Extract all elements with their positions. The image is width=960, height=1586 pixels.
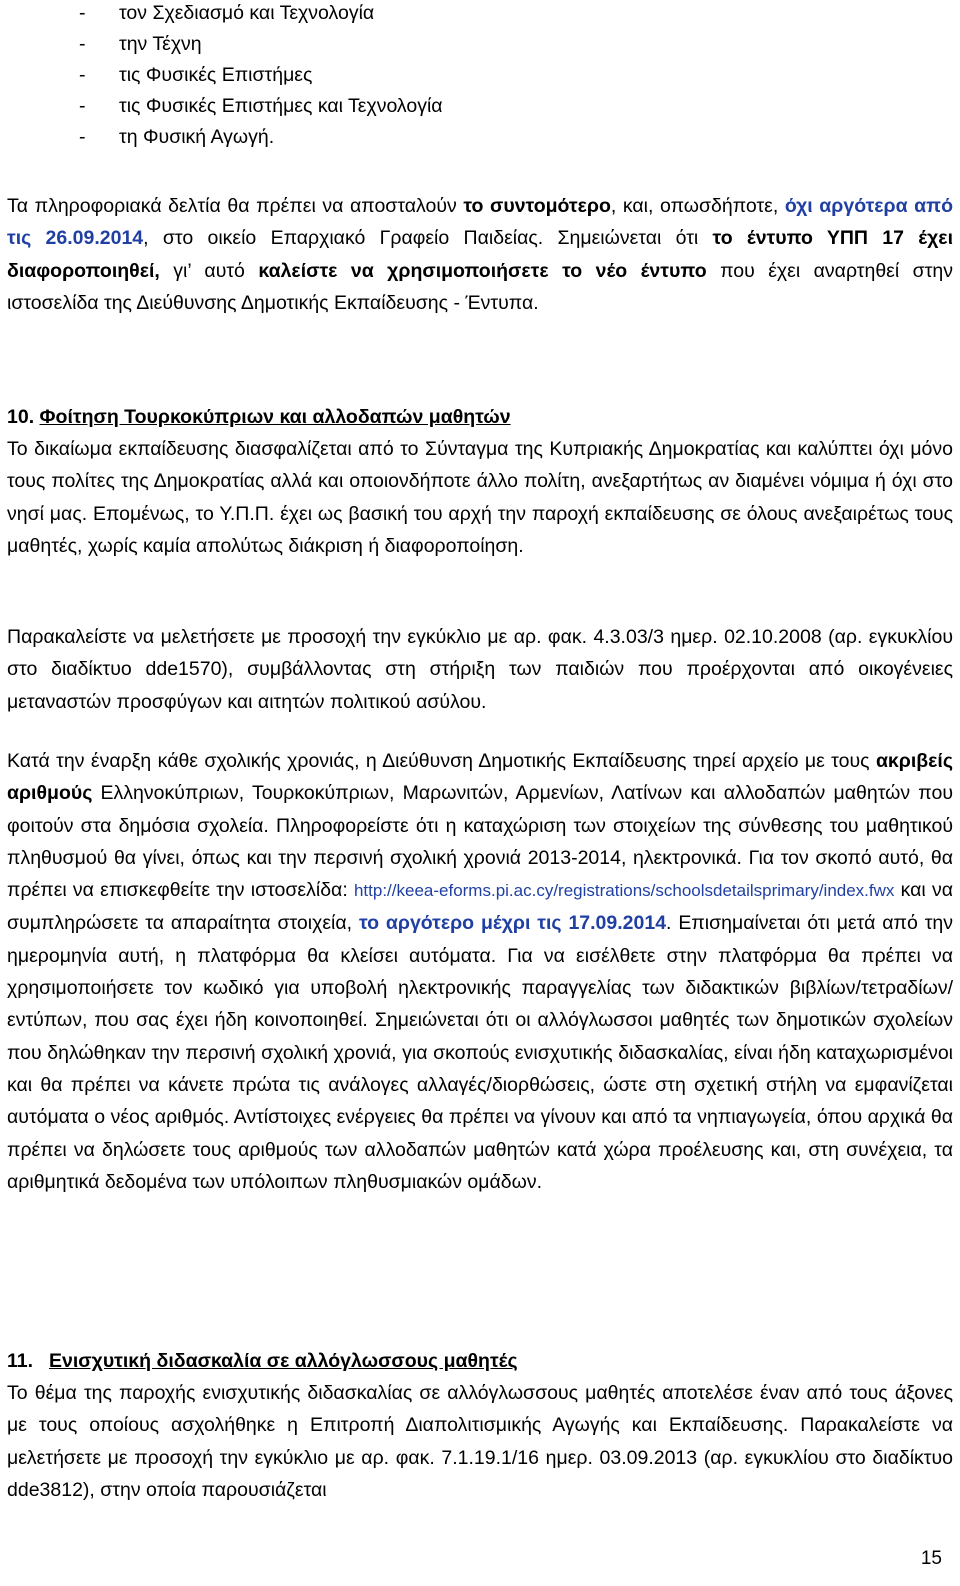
deadline-date: το αργότερο μέχρι τις 17.09.2014 — [358, 912, 667, 935]
list-dash: - — [79, 2, 86, 24]
section-title: Φοίτηση Τουρκοκύπριων και αλλοδαπών μαθητών — [39, 406, 511, 428]
registration-link[interactable]: http://keea-eforms.pi.ac.cy/registrations/schoolsdetailsprimary/index.fwx — [353, 881, 895, 901]
list-item: - τις Φυσικές Επιστήμες — [79, 62, 443, 93]
section-10-paragraph-3: Κατά την έναρξη κάθε σχολικής χρονιάς, η Διεύθυνση Δημοτικής Εκπαίδευσης τηρεί αρχείο με τους ακριβείς αριθμούς Ελληνοκύπριων, Τουρκοκύπριων, Μαρωνιτών, Αρμενίων, Λατίνων και αλλοδαπών μαθητών που φοιτούν στα δημόσια σχολεία. Πληροφορείστε ότι η καταχώριση των στοιχείων της σύνθεσης του μαθητικού πληθυσμού θα γίνει, όπως και την περσινή σχολική χρονιά 2013-2014, ηλεκτρονικά. Για τον σκοπό αυτό, θα πρέπει να επισκεφθείτε την ιστοσελίδα: http://keea-eforms.pi.ac.cy/registrations/schoolsdetailsprimary/index.fwx και να συμπληρώσετε τα απαραίτητα στοιχεία, το αργότερο μέχρι τις 17.09.2014. Επισημαίνεται ότι μετά από την ημερομηνία αυτή, η πλατφόρμα θα κλείσει αυτόματα. Για να εισέλθετε στην πλατφόρμα θα πρέπει να χρησιμοποιήσετε τον κωδικό για υποβολή ηλεκτρονικής παραγγελίας των διδακτικών βιβλίων/τετραδίων/εντύπων, που σας έχει ήδη κοινοποιηθεί. Σημειώνεται ότι οι αλλόγλωσσοι μαθητές των δημοτικών σχολείων που δηλώθηκαν την περσινή σχολική χρονιά, για σκοπούς ενισχυτικής διδασκαλίας, είναι ήδη καταχωρισμένοι και θα πρέπει να κάνετε πρώτα τις ανάλογες αλλαγές/διορθώσεις, ώστε στη σχετική στήλη να εμφανίζεται αυτόματα ο νέος αριθμός. Αντίστοιχες ενέργειες θα πρέπει να γίνουν και από τα νηπιαγωγεία, όπου αρχικά θα πρέπει να δηλώσετε τους αριθμούς των αλλοδαπών μαθητών κατά χώρα προέλευσης και, στη συνέχεια, τα αριθμητικά δεδομένα των υπόλοιπων πληθυσμιακών ομάδων. — [7, 750, 953, 1193]
page-number: 15 — [920, 1548, 942, 1569]
section-title: Ενισχυτική διδασκαλία σε αλλόγλωσσους μαθητές — [49, 1350, 518, 1372]
section-number: 10. — [7, 406, 35, 428]
section-number: 11. — [7, 1350, 34, 1372]
list-item: - τον Σχεδιασμό και Τεχνολογία — [79, 0, 443, 31]
list-dash: - — [79, 64, 86, 86]
list-item: - τις Φυσικές Επιστήμες και Τεχνολογία — [79, 93, 443, 124]
section-11-paragraph-1: Το θέμα της παροχής ενισχυτικής διδασκαλίας σε αλλόγλωσσους μαθητές αποτελέσε έναν από τους άξονες με τους οποίους ασχολήθηκε η Επιτροπή Διαπολιτισμικής Αγωγής και Εκπαίδευσης. Παρακαλείστε να μελετήσετε με προσοχή την εγκύκλιο με αρ. φακ. 7.1.19.1/16 ημερ. 03.09.2013 (αρ. εγκυκλίου στο διαδίκτυο dde3812), στην οποία παρουσιάζεται — [7, 1382, 953, 1501]
section-10-paragraph-2: Παρακαλείστε να μελετήσετε με προσοχή την εγκύκλιο με αρ. φακ. 4.3.03/3 ημερ. 02.10.2008 (αρ. εγκυκλίου στο διαδίκτυο dde1570), συμβάλλοντας στη στήριξη των παιδιών που προέρχονται από οικογένειες μεταναστών προσφύγων και αιτητών πολιτικού ασύλου. — [7, 626, 953, 713]
subject-list — [79, 0, 443, 155]
section-10-heading — [7, 401, 511, 433]
list-item: - την Τέχνη — [79, 31, 443, 62]
list-item: - τη Φυσική Αγωγή. — [79, 124, 443, 155]
section-11-heading — [7, 1345, 518, 1377]
list-dash: - — [79, 33, 86, 55]
list-dash: - — [79, 95, 86, 117]
info-sheets-paragraph: Τα πληροφοριακά δελτία θα πρέπει να αποσταλούν το συντομότερο, και, οπωσδήποτε, όχι αργότερα από τις 26.09.2014, στο οικείο Επαρχιακό Γραφείο Παιδείας. Σημειώνεται ότι το έντυπο ΥΠΠ 17 έχει διαφοροποιηθεί, γι’ αυτό καλείστε να χρησιμοποιήσετε το νέο έντυπο που έχει αναρτηθεί στην ιστοσελίδα της Διεύθυνσης Δημοτικής Εκπαίδευσης - Έντυπα. — [7, 195, 953, 314]
section-10-paragraph-1: Το δικαίωμα εκπαίδευσης διασφαλίζεται από το Σύνταγμα της Κυπριακής Δημοκρατίας και καλύπτει όχι μόνο τους πολίτες της Δημοκρατίας αλλά και οποιονδήποτε άλλο πολίτη, ανεξαρτήτως αν διαμένει νόμιμα ή όχι στο νησί μας. Επομένως, το Υ.Π.Π. έχει ως βασική του αρχή την παροχή εκπαίδευσης σε όλους ανεξαιρέτως τους μαθητές, χωρίς καμία απολύτως διάκριση ή διαφοροποίηση. — [7, 438, 953, 557]
deadline-date: όχι αργότερα από τις 26.09.2014 — [7, 195, 953, 250]
list-dash: - — [79, 126, 86, 148]
